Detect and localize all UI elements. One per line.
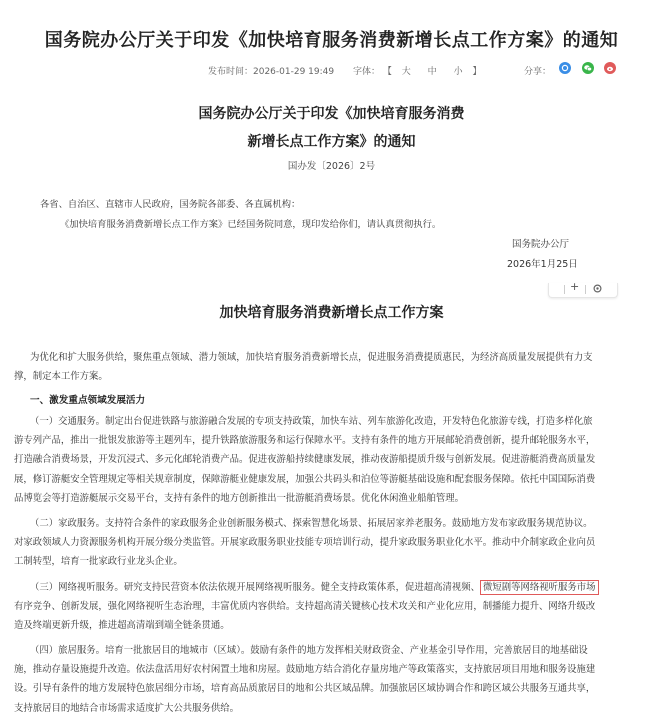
floating-toolbar [548,280,618,298]
plan-intro [14,348,654,386]
paragraph-line: 对家政领域人力资源服务机构开展分级分类监管。开展家政服务职业技能专项培训行动，提升家政服务职业化水平。推动中介制家政企业向员 [14,537,596,549]
zoom-in-icon[interactable]: + [570,280,580,293]
paragraph-line: 工制转型，培育一批家政行业龙头企业。 [14,556,183,568]
publish-time: 发布时间：2026-01-29 19:49 [208,67,335,77]
toolbar-divider [585,285,586,294]
paragraph-line: （四）旅居服务。培育一批旅居目的地城市（区域）。鼓励有条件的地方发挥相关财政资金、产业基金引导作用，完善旅居目的地基础设 [30,645,588,656]
paragraph-line: 品博览会等打造游艇展示交易平台，支持有条件的地方创新推出一批游艇消费场景。优化休闲渔业船舶管理。 [14,492,465,504]
notice-body: 《加快培育服务消费新增长点工作方案》已经国务院同意，现印发给你们，请认真贯彻执行。 [60,219,442,230]
paragraph-line: 施，推动存量设施提升改造。依法盘活用好农村闲置土地和房屋。鼓励地方结合消化存量房地产等政策落实，支持旅居项目用地和服务设施建 [14,664,596,676]
paragraph-line: 撑，制定本工作方案。 [14,371,108,383]
notice-title-line-2: 新增长点工作方案》的通知 [247,134,416,150]
paragraph-sojourn [14,641,654,718]
paragraph-line: 展，修订游艇安全管理规定等相关规章制度，保障游艇业健康发展，加强公共码头和泊位等游艇基础设施和配套服务保障。依托中国国际消费 [14,473,596,485]
highlighted-text: 微短剧等网络视听服务市场 [480,580,599,595]
page-title: 国务院办公厅关于印发《加快培育服务消费新增长点工作方案》的通知 [44,30,619,51]
notice-signature: 国务院办公厅 [512,239,570,250]
paragraph-line: 支持旅居目的地结合市场需求适度扩大公共服务供给。 [14,702,240,714]
share-qzone-icon[interactable] [559,62,571,74]
font-size-large-button[interactable]: 大 [401,67,411,77]
document-number: 国办发〔2026〕2号 [287,161,376,172]
paragraph-line: 为优化和扩大服务供给，聚焦重点领域、潜力领域，加快培育服务消费新增长点，促进服务消费提质惠民，为经济高质量发展提供有力支 [30,352,593,363]
notice-date: 2026年1月25日 [507,259,578,270]
font-size-close-bracket: 】 [472,67,482,77]
share-weibo-icon[interactable] [604,62,616,74]
notice-recipients: 各省、自治区、直辖市人民政府，国务院各部委、各直属机构： [40,199,301,210]
font-size-small-button[interactable]: 小 [453,67,463,77]
share-bar [524,64,551,77]
paragraph-line [14,578,654,597]
toolbar-divider [564,285,565,294]
paragraph-line: 设。引导有条件的地方发展特色旅居细分市场，培育高品质旅居目的地和公共区域品牌。加强旅居区域协调合作和跨区域公共服务互通共享， [14,683,596,695]
paragraph-line: 造及终端更新升级，推进超高清端到端全链条贯通。 [14,620,230,632]
settings-icon[interactable] [592,283,603,297]
paragraph-housekeeping [14,514,654,572]
paragraph-line: （二）家政服务。支持符合条件的家政服务企业创新服务模式、探索智慧化场景、拓展居家养老服务。鼓励地方发布家政服务规范协议。 [30,518,593,529]
font-size-selector [353,64,481,77]
share-label: 分享： [524,67,552,77]
font-size-medium-button[interactable]: 中 [427,67,437,77]
paragraph-online-av [14,578,654,636]
font-size-label: 字体： [353,67,381,77]
article-meta-bar [0,62,663,78]
paragraph-transport [14,412,654,508]
section-heading: 一、激发重点领域发展活力 [30,395,146,406]
paragraph-text: （三）网络视听服务。研究支持民营资本依法依规开展网络视听服务。健全支持政策体系，促进超高清视频、 [30,582,481,593]
paragraph-line: 游专列产品，推出一批银发旅游等主题列车，提升铁路旅游服务和运行保障水平。支持有条件的地方开展邮轮消费创新，提升邮轮服务水平， [14,435,596,447]
notice-title-line-1: 国务院办公厅关于印发《加快培育服务消费 [198,106,465,122]
paragraph-line: （一）交通服务。制定出台促进铁路与旅游融合发展的专项支持政策，加快车站、列车旅游化改造，开发特色化旅游专线，打造多样化旅 [30,416,593,427]
paragraph-line: 有序竞争、创新发展，强化网络视听生态治理，丰富优质内容供给。支持超高清关键核心技术攻关和产业化应用，制播能力提升、网络升级改 [14,601,596,613]
share-wechat-icon[interactable] [582,62,594,74]
font-size-open-bracket: 【 [382,67,392,77]
plan-title: 加快培育服务消费新增长点工作方案 [219,305,444,321]
paragraph-line: 打造融合消费场景，开发沉浸式、多元化邮轮消费产品。促进夜游船持续健康发展，推动夜游船提质升级与创新发展。促进游艇消费高质量发 [14,454,596,466]
